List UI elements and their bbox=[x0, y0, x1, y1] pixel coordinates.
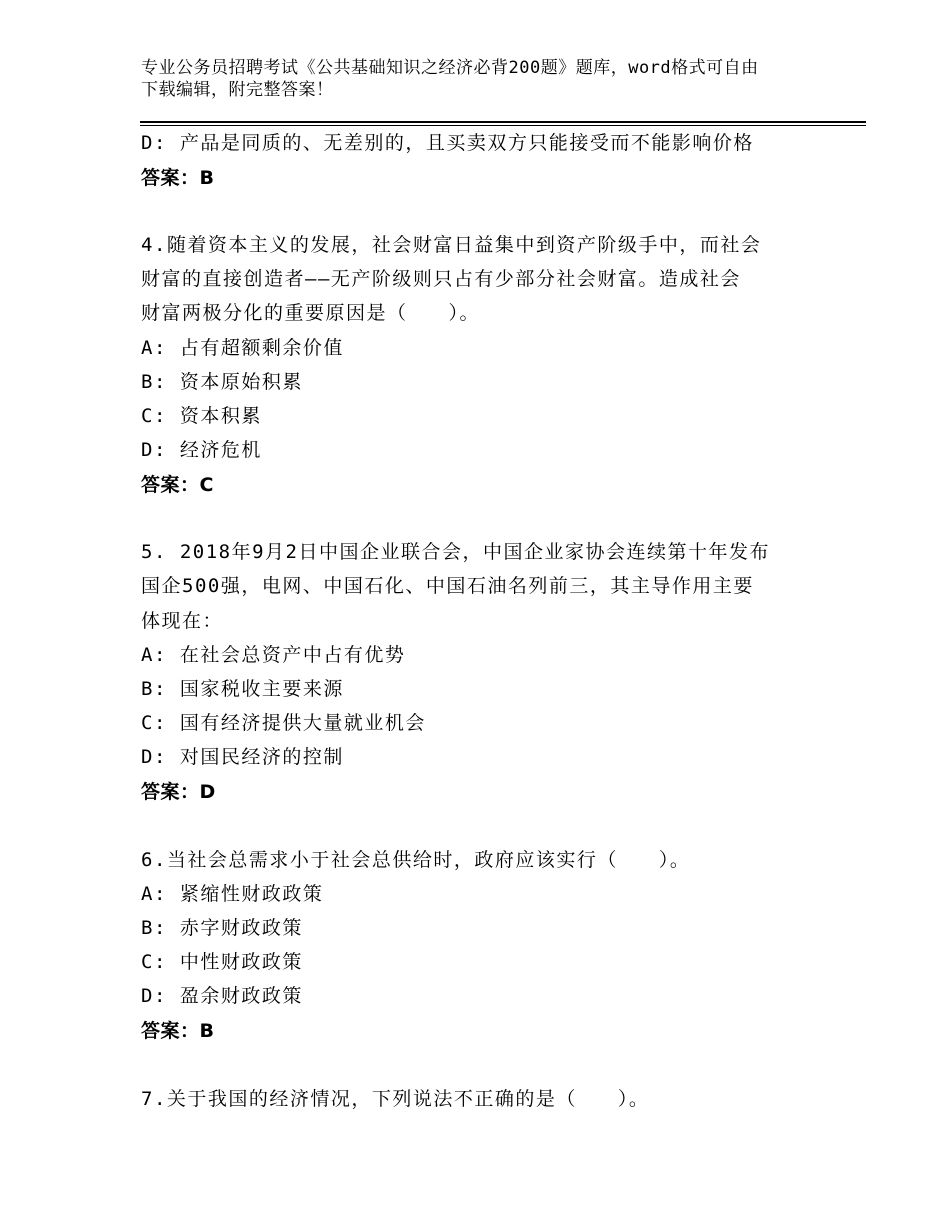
q5-stem-line-1: 5. 2018年9月2日中国企业联合会，中国企业家协会连续第十年发布 bbox=[141, 541, 770, 563]
header-title-line-2: 下载编辑，附完整答案！ bbox=[141, 80, 334, 100]
q3-answer: 答案：B bbox=[141, 167, 215, 189]
q4-option-c: C: 资本积累 bbox=[141, 405, 262, 427]
q3-option-d: D: 产品是同质的、无差别的，且买卖双方只能接受而不能影响价格 bbox=[141, 132, 754, 154]
q5-option-c: C: 国有经济提供大量就业机会 bbox=[141, 712, 426, 734]
q4-option-a: A: 占有超额剩余价值 bbox=[141, 337, 344, 359]
q4-stem-line-1: 4.随着资本主义的发展，社会财富日益集中到资产阶级手中，而社会 bbox=[141, 234, 762, 256]
q6-option-c: C: 中性财政政策 bbox=[141, 951, 303, 973]
q4-option-b: B: 资本原始积累 bbox=[141, 371, 303, 393]
q7-stem-line-1: 7.关于我国的经济情况，下列说法不正确的是（ ）。 bbox=[141, 1088, 650, 1110]
header-rule-thick bbox=[140, 121, 866, 123]
q6-option-d: D: 盈余财政政策 bbox=[141, 985, 303, 1007]
q4-option-d: D: 经济危机 bbox=[141, 439, 262, 461]
q6-option-b: B: 赤字财政政策 bbox=[141, 917, 303, 939]
q6-stem-line-1: 6.当社会总需求小于社会总供给时，政府应该实行（ ）。 bbox=[141, 849, 691, 871]
q5-option-b: B: 国家税收主要来源 bbox=[141, 678, 344, 700]
q6-option-a: A: 紧缩性财政政策 bbox=[141, 883, 324, 905]
q4-answer: 答案：C bbox=[141, 474, 214, 496]
q5-answer: 答案：D bbox=[141, 781, 216, 803]
q5-stem-line-2: 国企500强，电网、中国石化、中国石油名列前三，其主导作用主要 bbox=[141, 575, 754, 597]
q5-stem-line-3: 体现在： bbox=[141, 610, 224, 632]
document-header bbox=[141, 57, 841, 101]
header-rule-thin bbox=[140, 125, 866, 126]
q4-stem-line-2: 财富的直接创造者——无产阶级则只占有少部分社会财富。造成社会 bbox=[141, 268, 741, 290]
header-title-line-1: 专业公务员招聘考试《公共基础知识之经济必背200题》题库，word格式可自由 bbox=[141, 58, 759, 78]
q4-stem-line-3: 财富两极分化的重要原因是（ ）。 bbox=[141, 302, 481, 324]
q6-answer: 答案：B bbox=[141, 1020, 215, 1042]
q5-option-a: A: 在社会总资产中占有优势 bbox=[141, 644, 406, 666]
q5-option-d: D: 对国民经济的控制 bbox=[141, 746, 344, 768]
